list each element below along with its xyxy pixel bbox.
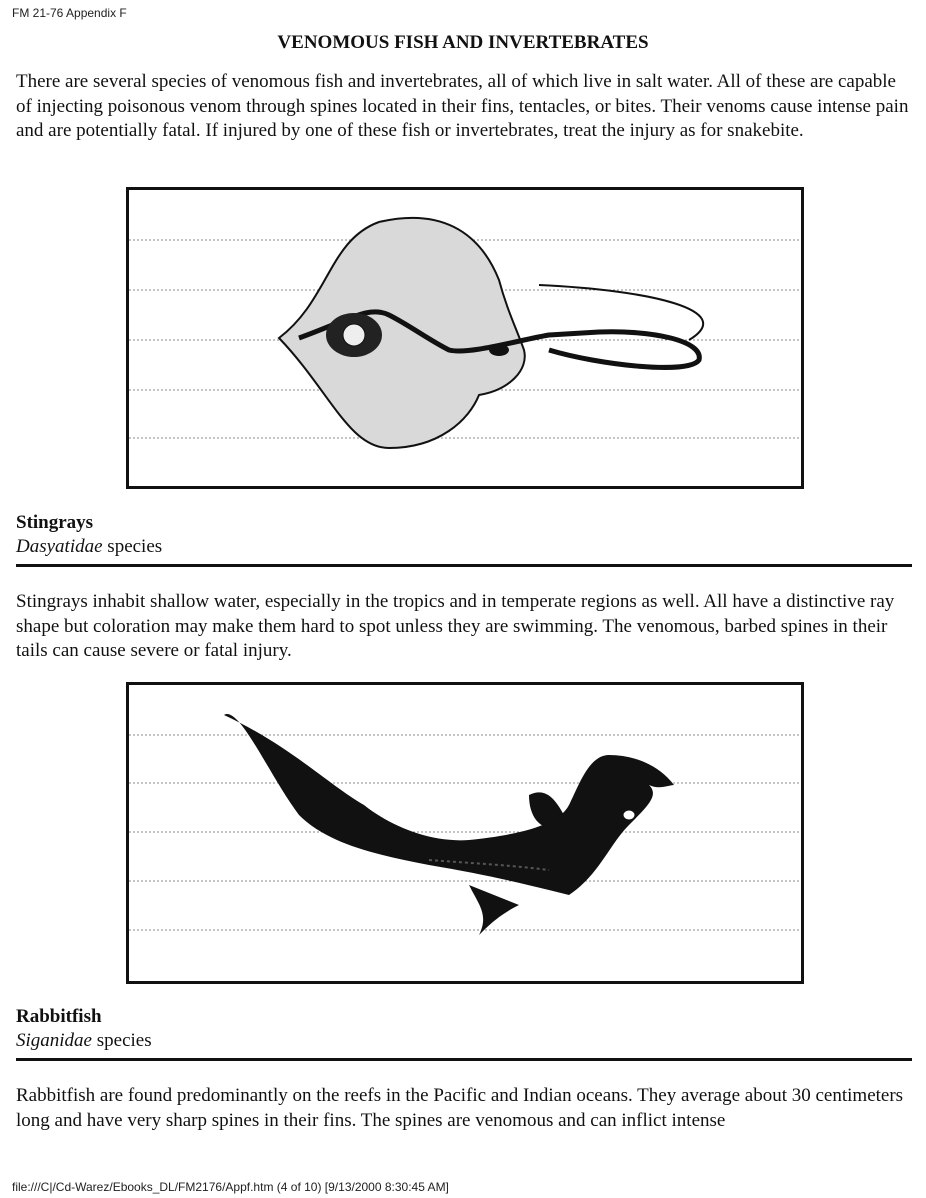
section-name-stingrays: Stingrays xyxy=(16,512,94,533)
rabbitfish-figure xyxy=(126,682,804,984)
rabbitfish-description: Rabbitfish are found predominantly on the reefs in the Pacific and Indian oceans. They average about 30 centimeters long and have very sharp spines in their fins. The spines are venomous and can inflict intense xyxy=(16,1085,904,1131)
species-suffix: species xyxy=(102,536,163,557)
rabbitfish-illustration xyxy=(224,714,674,935)
page-title: VENOMOUS FISH AND INVERTEBRATES xyxy=(277,32,649,53)
species-line-stingrays xyxy=(16,536,162,558)
genus-name: Dasyatidae xyxy=(16,536,103,557)
stingray-figure xyxy=(126,187,804,489)
section-divider xyxy=(16,564,912,567)
page-footer: file:///C|/Cd-Warez/Ebooks_DL/FM2176/Appf.htm (4 of 10) [9/13/2000 8:30:45 AM] xyxy=(12,1180,449,1194)
stingrays-description: Stingrays inhabit shallow water, especially in the tropics and in temperate regions as well. All have a distinctive ray shape but coloration may make them hard to spot unless they are swimming. The venomous, barbed spines in their tails can cause severe or fatal injury. xyxy=(16,591,895,661)
intro-paragraph: There are several species of venomous fish and invertebrates, all of which live in salt water. All of these are capable of injecting poisonous venom through spines located in their fins, tentacles, or bites. Their venoms cause intense pain and are potentially fatal. If injured by one of these fish or invertebrates, treat the injury as for snakebite. xyxy=(16,71,909,141)
page-header: FM 21-76 Appendix F xyxy=(12,6,127,20)
species-line-rabbitfish xyxy=(16,1030,152,1052)
stingray-illustration xyxy=(279,218,703,448)
section-divider xyxy=(16,1058,912,1061)
section-name-rabbitfish: Rabbitfish xyxy=(16,1006,102,1027)
species-suffix: species xyxy=(92,1030,152,1051)
genus-name: Siganidae xyxy=(16,1030,92,1051)
